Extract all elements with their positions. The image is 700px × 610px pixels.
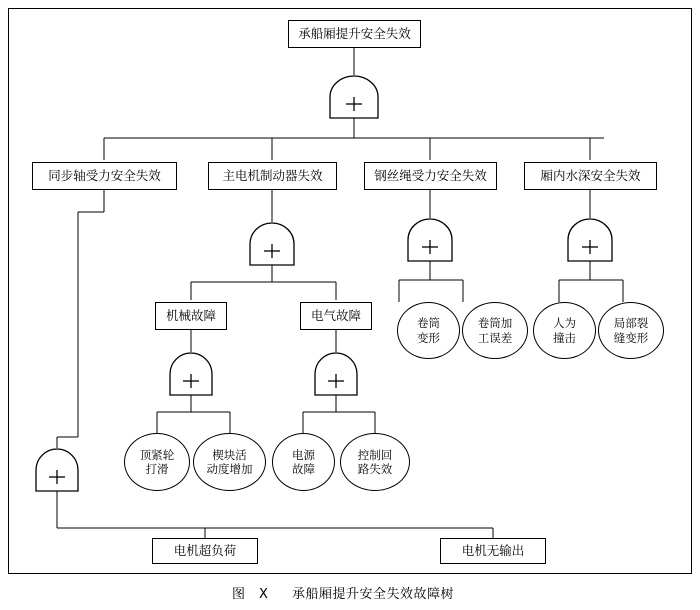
event-control-loop-failure[interactable] <box>340 433 410 491</box>
node-sync-shaft-label: 同步轴受力安全失效 <box>48 167 161 183</box>
node-motor-brake[interactable] <box>208 162 337 190</box>
event-human-impact-line1: 人为 <box>553 316 576 331</box>
event-power-fault-line1: 电源 <box>292 447 315 462</box>
event-control-loop-failure-line2: 路失效 <box>357 462 393 476</box>
event-power-fault[interactable] <box>272 433 335 491</box>
event-control-loop-failure-line1: 控制回 <box>357 447 393 462</box>
event-tightening-wheel-slip[interactable] <box>124 433 190 491</box>
figure-caption-label-text: 图 Ⅹ <box>232 587 269 602</box>
event-wedge-block-movement-line2: 动度增加 <box>206 462 253 476</box>
event-local-crack-deformation-line1: 局部裂 <box>613 316 649 331</box>
and-gate-motor-brake <box>248 222 296 266</box>
figure-caption-label <box>232 583 268 602</box>
node-sync-shaft[interactable] <box>32 162 177 190</box>
node-mechanical-fault-label: 机械故障 <box>165 307 216 323</box>
event-tightening-wheel-slip-line1: 顶紧轮 <box>139 447 175 462</box>
node-water-depth[interactable] <box>524 162 657 190</box>
and-gate-water-depth <box>566 218 614 262</box>
event-drum-machining-error-line2: 工误差 <box>477 330 513 345</box>
node-mechanical-fault[interactable] <box>155 302 227 330</box>
node-electrical-fault-label: 电气故障 <box>310 307 361 323</box>
node-electrical-fault[interactable] <box>300 302 372 330</box>
event-local-crack-deformation[interactable] <box>598 302 664 359</box>
node-wire-rope-label: 钢丝绳受力安全失效 <box>374 167 487 183</box>
event-wedge-block-movement[interactable] <box>193 433 266 491</box>
event-wedge-block-movement-line1: 楔块活 <box>212 447 247 462</box>
event-power-fault-line2: 故障 <box>292 462 315 476</box>
node-motor-no-output-label: 电机无输出 <box>461 542 525 558</box>
event-local-crack-deformation-line2: 缝变形 <box>613 330 649 345</box>
node-motor-overload[interactable] <box>152 538 258 564</box>
figure-caption-title <box>292 583 454 602</box>
and-gate-top <box>328 75 380 119</box>
and-gate-wire-rope <box>406 218 454 262</box>
node-motor-no-output[interactable] <box>440 538 546 564</box>
node-top-event-label: 承船厢提升安全失效 <box>298 25 411 41</box>
node-motor-brake-label: 主电机制动器失效 <box>222 167 323 183</box>
event-tightening-wheel-slip-line2: 打滑 <box>145 462 169 476</box>
node-wire-rope[interactable] <box>364 162 497 190</box>
and-gate-electrical <box>313 352 359 396</box>
event-drum-deformation-line2: 变形 <box>417 330 440 345</box>
event-drum-deformation-line1: 卷筒 <box>417 316 440 331</box>
event-drum-machining-error-line1: 卷筒加 <box>477 316 513 331</box>
and-gate-bottom-left <box>34 448 80 492</box>
figure-caption-title-text: 承船厢提升安全失效故障树 <box>292 587 455 602</box>
node-top-event[interactable] <box>288 20 421 48</box>
event-drum-machining-error[interactable] <box>462 302 528 359</box>
node-water-depth-label: 厢内水深安全失效 <box>540 167 641 183</box>
and-gate-mechanical <box>168 352 214 396</box>
event-drum-deformation[interactable] <box>397 302 460 359</box>
event-human-impact-line2: 撞击 <box>553 330 576 345</box>
node-motor-overload-label: 电机超负荷 <box>173 542 237 558</box>
event-human-impact[interactable] <box>533 302 596 359</box>
